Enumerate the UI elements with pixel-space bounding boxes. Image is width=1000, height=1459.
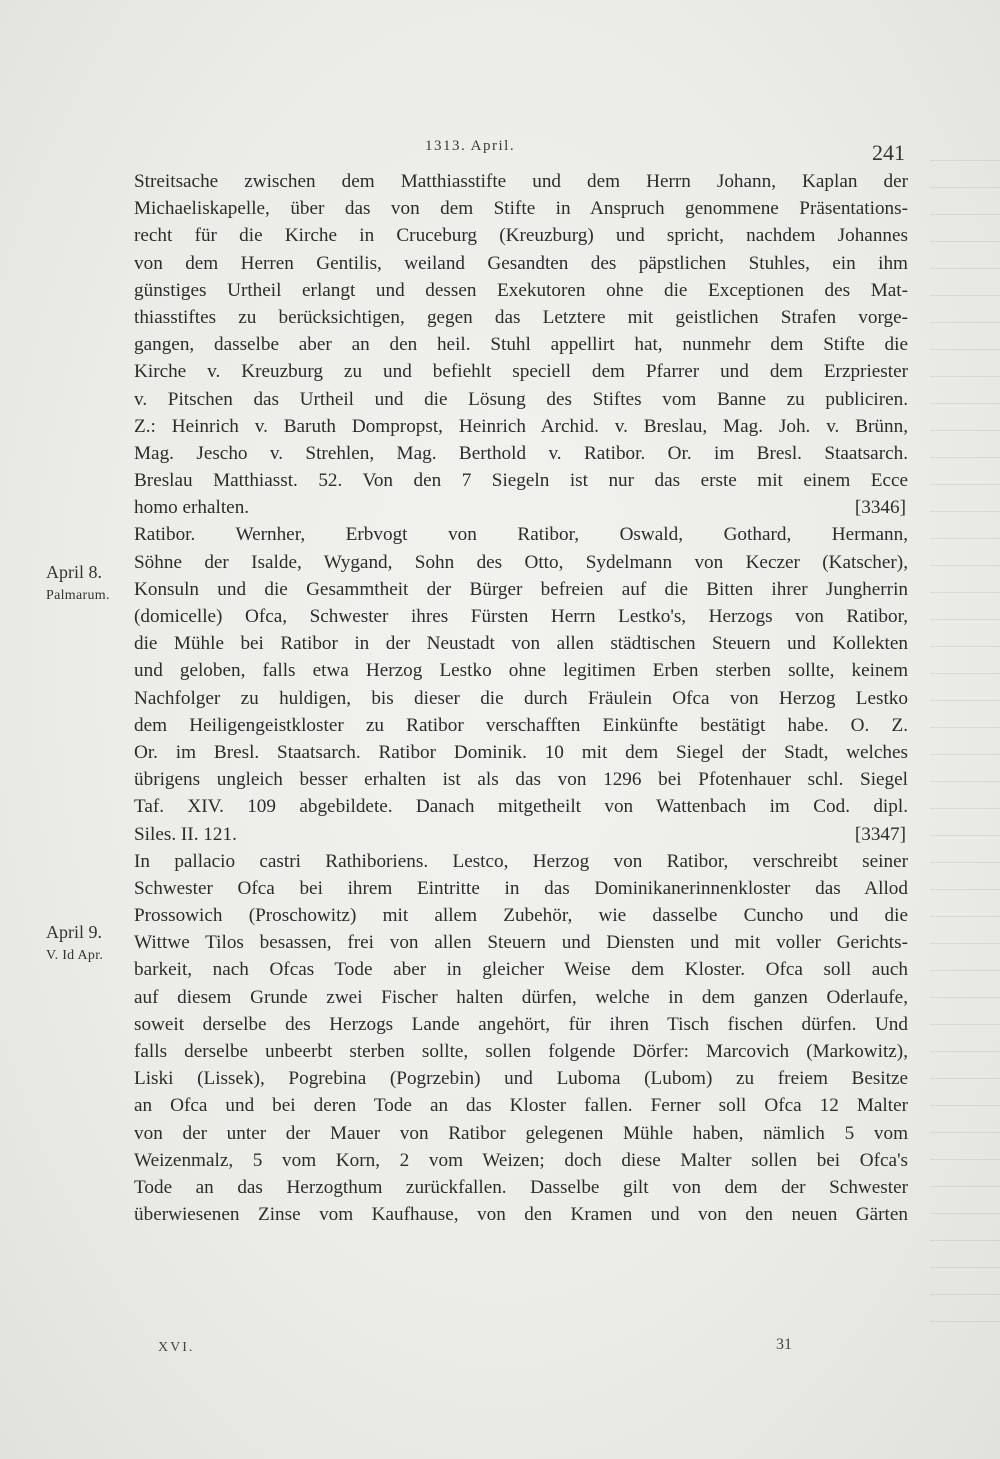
text-line: v. Pitschen das Urtheil und die Lösung des Stiftes vom Banne zu publiciren. — [134, 388, 908, 410]
text-line: an Ofca und bei deren Tode an das Kloster fallen. Ferner soll Ofca 12 Malter — [134, 1095, 908, 1117]
page-header — [0, 132, 1000, 165]
margin-v-id-apr: V. Id Apr. — [46, 948, 104, 963]
text-line: überwiesenen Zinse vom Kaufhause, von den Kramen und von den neuen Gärten — [134, 1204, 908, 1226]
text-line: Michaeliskapelle, über das von dem Stifte in Anspruch genommene Präsentations- — [134, 198, 908, 220]
text-line: (domicelle) Ofca, Schwester ihres Fürsten Herrn Lestko's, Herzogs von Ratibor, — [134, 606, 908, 627]
text-line: barkeit, nach Ofcas Tode aber in gleicher Weise dem Kloster. Ofca soll auch — [134, 959, 908, 981]
text-line: Mag. Jescho v. Strehlen, Mag. Berthold v. Ratibor. Or. im Bresl. Staatsarch. — [134, 442, 908, 464]
page-footer — [0, 1336, 1000, 1358]
text-line: homo erhalten. — [134, 497, 250, 519]
text-line-with-ref — [134, 494, 908, 521]
text-line: thiasstiftes zu berücksichtigen, gegen das Letztere mit geistlichen Strafen vorge- — [134, 306, 908, 328]
margin-date-april-9: April 9. — [46, 922, 102, 942]
text-line: dem Heiligengeistkloster zu Ratibor verschafften Einkünfte bestätigt habe. O. Z. — [134, 714, 908, 736]
text-line: von dem Herren Gentilis, weiland Gesandten des päpstlichen Stuhles, ein ihm — [134, 252, 908, 274]
sheet-signature: XVI. — [158, 1340, 195, 1355]
text-line: übrigens ungleich besser erhalten ist als das von 1296 bei Pfotenhauer schl. Siegel — [134, 769, 908, 791]
text-line: gangen, dasselbe aber an den heil. Stuhl appellirt hat, nunmehr dem Stifte die — [134, 334, 908, 356]
text-line: von der unter der Mauer von Ratibor gelegenen Mühle haben, nämlich 5 vom — [134, 1122, 908, 1144]
text-line: Or. im Bresl. Staatsarch. Ratibor Dominik. 10 mit dem Siegel der Stadt, welches — [134, 741, 908, 763]
text-line: auf diesem Grunde zwei Fischer halten dürfen, welche in dem ganzen Oderlaufe, — [134, 986, 908, 1008]
text-line: In pallacio castri Rathiboriens. Lestco, Herzog von Ratibor, verschreibt seiner — [134, 850, 908, 872]
text-line: recht für die Kirche in Cruceburg (Kreuzburg) und spricht, nachdem Johannes — [134, 225, 908, 247]
body-text — [134, 168, 908, 1228]
page-number: 241 — [872, 140, 905, 165]
reference-number: [3346] — [854, 497, 906, 519]
text-line: und geloben, falls etwa Herzog Lestko ohne legitimen Erben sterben sollte, keinem — [134, 660, 908, 682]
margin-palmarum: Palmarum. — [46, 588, 110, 603]
text-line: Siles. II. 121. — [134, 823, 237, 845]
text-line: Söhne der Isalde, Wygand, Sohn des Otto, Sydelmann von Keczer (Katscher), — [134, 551, 908, 573]
text-line: soweit derselbe des Herzogs Lande angehört, für ihren Tisch fischen dürfen. Und — [134, 1013, 908, 1035]
text-line: Konsuln und die Gesammtheit der Bürger befreien auf die Bitten ihrer Jungherrin — [134, 578, 908, 600]
text-line: günstiges Urtheil erlangt und dessen Exekutoren ohne die Exceptionen des Mat- — [134, 279, 908, 301]
text-line: Z.: Heinrich v. Baruth Dompropst, Heinrich Archid. v. Breslau, Mag. Joh. v. Brünn, — [134, 415, 908, 437]
margin-date-april-8: April 8. — [46, 562, 102, 582]
running-head: 1313. April. — [425, 138, 516, 154]
text-line: Weizenmalz, 5 vom Korn, 2 vom Weizen; doch diese Malter sollen bei Ofca's — [134, 1149, 908, 1171]
text-line: Nachfolger zu huldigen, bis dieser die durch Fräulein Ofca von Herzog Lestko — [134, 687, 908, 709]
text-line-with-ref — [134, 821, 908, 848]
text-line: Prossowich (Proschowitz) mit allem Zubehör, wie dasselbe Cuncho und die — [134, 905, 908, 927]
text-line: Wittwe Tilos besassen, frei von allen Steuern und Diensten und mit voller Gerichts- — [134, 932, 908, 954]
text-line: Taf. XIV. 109 abgebildete. Danach mitgetheilt von Wattenbach im Cod. dipl. — [134, 796, 908, 818]
text-line: Breslau Matthiasst. 52. Von den 7 Siegeln ist nur das erste mit einem Ecce — [134, 470, 908, 492]
text-line: Liski (Lissek), Pogrebina (Pogrzebin) und Luboma (Lubom) zu freiem Besitze — [134, 1068, 908, 1090]
text-line: falls derselbe unbeerbt sterben sollte, sollen folgende Dörfer: Marcovich (Markowitz), — [134, 1041, 908, 1062]
text-line: Schwester Ofca bei ihrem Eintritte in das Dominikanerinnenkloster das Allod — [134, 877, 908, 899]
sheet-signature-number: 31 — [776, 1336, 792, 1353]
reference-number: [3347] — [854, 823, 906, 845]
bleed-through-shadow — [930, 160, 1000, 1340]
text-line: Tode an das Herzogthum zurückfallen. Dasselbe gilt von dem der Schwester — [134, 1176, 908, 1198]
text-line: Ratibor. Wernher, Erbvogt von Ratibor, Oswald, Gothard, Hermann, — [134, 524, 908, 546]
text-line: Streitsache zwischen dem Matthiasstifte und dem Herrn Johann, Kaplan der — [134, 171, 908, 192]
text-line: Kirche v. Kreuzburg zu und befiehlt speciell dem Pfarrer und dem Erzpriester — [134, 361, 908, 383]
text-line: die Mühle bei Ratibor in der Neustadt von allen städtischen Steuern und Kollekten — [134, 633, 908, 655]
